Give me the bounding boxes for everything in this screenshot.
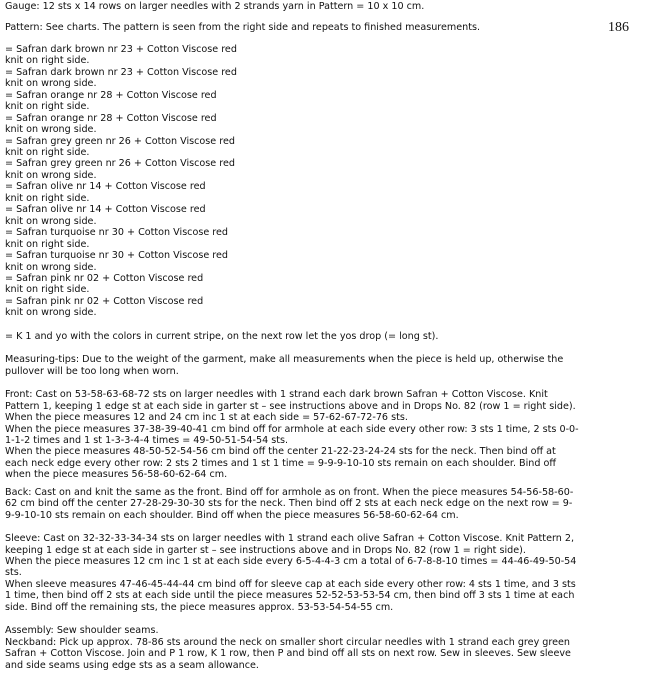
legend-line: = Safran dark brown nr 23 + Cotton Viscose red xyxy=(5,66,237,78)
sleeve-line: When sleeve measures 47-46-45-44-44 cm bind off for sleeve cap at each side every other row: 4 sts 1 time, and 3 sts xyxy=(5,578,576,590)
measuring-tips-line: Measuring-tips: Due to the weight of the garment, make all measurements when the piece is held up, otherwise the xyxy=(5,354,564,366)
legend-line: = Safran orange nr 28 + Cotton Viscose red xyxy=(5,89,217,101)
assembly-line: and side seams using edge sts as a seam allowance. xyxy=(5,659,259,671)
legend-line: = Safran grey green nr 26 + Cotton Viscose red xyxy=(5,158,235,170)
sleeve-section xyxy=(5,533,645,613)
page-number: 186 xyxy=(608,20,629,35)
color-legend xyxy=(5,44,645,319)
sleeve-line: When the piece measures 12 cm inc 1 st at each side every 6-5-4-4-3 cm a total of 6-7-8-8-10 times = 44-46-49-50-54 xyxy=(5,556,577,568)
back-section xyxy=(5,487,645,521)
sleeve-line: sts. xyxy=(5,567,22,579)
legend-line: knit on wrong side. xyxy=(5,78,97,90)
legend-line: = Safran olive nr 14 + Cotton Viscose red xyxy=(5,181,206,193)
legend-line: knit on right side. xyxy=(5,192,90,204)
back-line: 62 cm bind off the center 27-28-29-30-30 sts for the neck. Then bind off 2 sts at each neck edge on the next row = 9- xyxy=(5,498,573,510)
measuring-tips-line: pullover will be too long when worn. xyxy=(5,365,179,377)
assembly-line: Neckband: Pick up approx. 78-86 sts around the neck on smaller short circular needles with 1 strand each grey green xyxy=(5,636,571,648)
pattern-document xyxy=(5,0,645,671)
back-line: Back: Cast on and knit the same as the front. Bind off for armhole as on front. When the piece measures 54-56-58-60- xyxy=(5,486,574,498)
legend-line: = Safran pink nr 02 + Cotton Viscose red xyxy=(5,272,204,284)
front-section xyxy=(5,389,645,481)
front-line: Front: Cast on 53-58-63-68-72 sts on larger needles with 1 strand each dark brown Safran + Cotton Viscose. Knit xyxy=(5,389,548,401)
sleeve-line: Sleeve: Cast on 32-32-33-34-34 sts on larger needles with 1 strand each olive Safran + Cotton Viscose. Knit Pattern 2, xyxy=(5,533,575,545)
legend-line: = Safran grey green nr 26 + Cotton Viscose red xyxy=(5,135,235,147)
back-line: 9-9-10-10 sts remain on each shoulder. Bind off when the piece measures 56-58-60-62-64 cm. xyxy=(5,509,459,521)
legend-line: knit on wrong side. xyxy=(5,169,97,181)
legend-line: knit on right side. xyxy=(5,55,90,67)
assembly-line: Safran + Cotton Viscose. Join and P 1 row, K 1 row, then P and bind off all sts on next row. Sew in sleeves. Sew sleeve xyxy=(5,648,571,660)
legend-line: knit on wrong side. xyxy=(5,307,97,319)
front-line: when the piece measures 56-58-60-62-64 cm. xyxy=(5,469,228,481)
gauge-line: Gauge: 12 sts x 14 rows on larger needles with 2 strands yarn in Pattern = 10 x 10 cm. xyxy=(5,1,425,12)
legend-line: = Safran turquoise nr 30 + Cotton Viscose red xyxy=(5,250,229,262)
front-line: 1-1-2 times and 1 st 1-3-3-4-4 times = 49-50-51-54-54 sts. xyxy=(5,434,289,446)
front-line: Pattern 1, keeping 1 edge st at each side in garter st – see instructions above and in Drops No. 82 (row 1 = right side). xyxy=(5,400,576,412)
legend-line: knit on right side. xyxy=(5,284,90,296)
long-stitch-line: = K 1 and yo with the colors in current stripe, on the next row let the yos drop (= long st). xyxy=(5,330,439,342)
front-line: each neck edge every other row: 2 sts 2 times and 1 st 1 time = 9-9-9-10-10 sts remain on each shoulder. Bind off xyxy=(5,457,556,469)
sleeve-line: side. Bind off the remaining sts, the piece measures approx. 53-53-54-54-55 cm. xyxy=(5,601,394,613)
legend-line: knit on wrong side. xyxy=(5,124,97,136)
sleeve-line: keeping 1 edge st at each side in garter st – see instructions above and in Drops No. 82 (row 1 = right side). xyxy=(5,544,526,556)
front-line: When the piece measures 12 and 24 cm inc 1 st at each side = 57-62-67-72-76 sts. xyxy=(5,412,408,424)
front-line: When the piece measures 48-50-52-54-56 cm bind off the center 21-22-23-24-24 sts for the neck. Then bind off at xyxy=(5,446,556,458)
front-line: When the piece measures 37-38-39-40-41 cm bind off for armhole at each side every other row: 3 sts 1 time, 2 sts 0-0- xyxy=(5,423,579,435)
legend-line: = Safran dark brown nr 23 + Cotton Viscose red xyxy=(5,43,237,55)
measuring-tips xyxy=(5,354,645,377)
legend-line: knit on right side. xyxy=(5,101,90,113)
legend-line: knit on right side. xyxy=(5,146,90,158)
legend-line: = Safran pink nr 02 + Cotton Viscose red xyxy=(5,295,204,307)
sleeve-line: 1 time, then bind off 2 sts at each side until the piece measures 52-52-53-53-54 cm, then bind off 3 sts 1 time at each xyxy=(5,590,575,602)
pattern-intro: Pattern: See charts. The pattern is seen from the right side and repeats to finished measurements. xyxy=(5,22,481,34)
legend-line: = Safran turquoise nr 30 + Cotton Viscose red xyxy=(5,227,229,239)
legend-line: knit on wrong side. xyxy=(5,261,97,273)
assembly-line: Assembly: Sew shoulder seams. xyxy=(5,625,159,637)
assembly-section xyxy=(5,625,645,671)
legend-line: = Safran olive nr 14 + Cotton Viscose red xyxy=(5,204,206,216)
legend-line: knit on right side. xyxy=(5,238,90,250)
legend-line: knit on wrong side. xyxy=(5,215,97,227)
legend-line: = Safran orange nr 28 + Cotton Viscose red xyxy=(5,112,217,124)
